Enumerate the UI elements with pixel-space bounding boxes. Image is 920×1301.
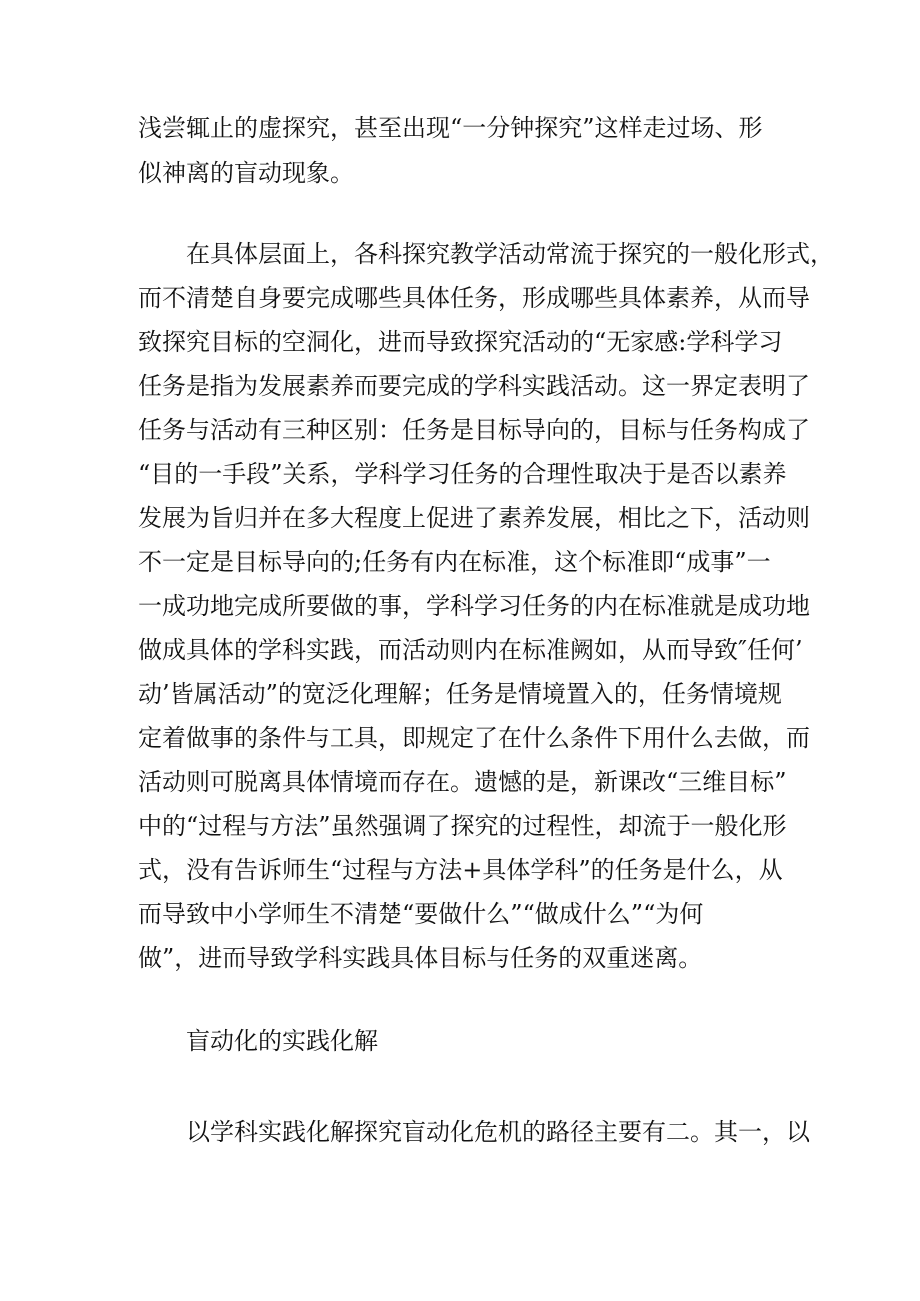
text-line: 中的“过程与方法”虽然强调了探究的过程性，却流于一般化形 <box>138 812 787 840</box>
text-line: 而导致中小学师生不清楚“要做什么”“做成什么”“为何 <box>138 900 704 928</box>
text-line: 活动则可脱离具体情境而存在。遗憾的是，新课改“三维目标” <box>138 768 787 796</box>
text-line: 浅尝辄止的虚探究，甚至出现“一分钟探究”这样走过场、形 <box>138 114 763 142</box>
text-line: 不一定是目标导向的;任务有内在标准，这个标准即“成事”一 <box>138 548 771 576</box>
text-line: 做成具体的学科实践，而活动则内在标准阙如，从而导致″任何’ <box>138 636 803 664</box>
text-line: 致探究目标的空洞化，进而导致探究活动的“无家感:学科学习 <box>138 328 783 356</box>
text-line: 定着做事的条件与工具，即规定了在什么条件下用什么去做，而 <box>138 724 810 752</box>
paragraph-first-line: 以学科实践化解探究盲动化危机的路径主要有二。其一，以 <box>186 1118 810 1146</box>
text-line: 而不清楚自身要完成哪些具体任务，形成哪些具体素养，从而导 <box>138 284 810 312</box>
text-line: 一成功地完成所要做的事，学科学习任务的内在标准就是成功地 <box>138 592 810 620</box>
text-line: 发展为旨归并在多大程度上促进了素养发展，相比之下，活动则 <box>138 504 810 532</box>
text-line: 似神离的盲动现象。 <box>138 159 354 187</box>
text-line: “目的一手段”关系，学科学习任务的合理性取决于是否以素养 <box>138 460 787 488</box>
paragraph-first-line: 在具体层面上，各科探究教学活动常流于探究的一般化形式， <box>186 240 834 268</box>
text-line: 式，没有告诉师生“过程与方法+具体学科”的任务是什么，从 <box>138 856 783 884</box>
text-line: 做”，进而导致学科实践具体目标与任务的双重迷离。 <box>138 944 703 972</box>
text-line: 任务是指为发展素养而要完成的学科实践活动。这一界定表明了 <box>138 372 810 400</box>
text-line: 任务与活动有三种区别：任务是目标导向的，目标与任务构成了 <box>138 416 810 444</box>
text-line: 动’皆属活动”的宽泛化理解；任务是情境置入的，任务情境规 <box>138 680 782 708</box>
section-heading: 盲动化的实践化解 <box>186 1027 378 1055</box>
